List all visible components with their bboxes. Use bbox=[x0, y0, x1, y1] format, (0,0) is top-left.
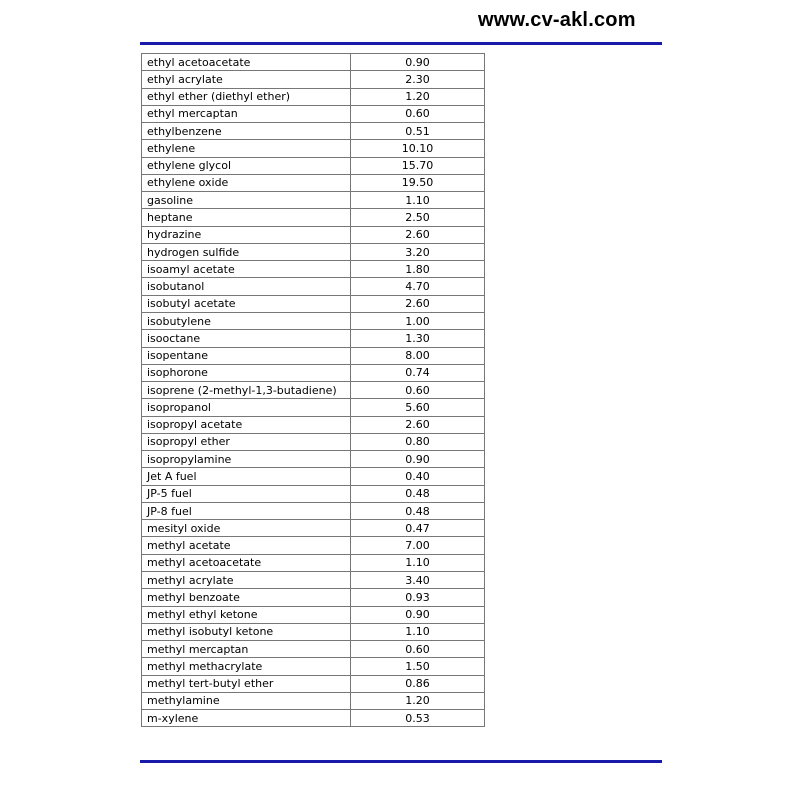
table-row bbox=[142, 140, 485, 157]
compound-value: 0.90 bbox=[351, 606, 485, 623]
compound-value: 1.10 bbox=[351, 192, 485, 209]
table-row bbox=[142, 571, 485, 588]
compound-value: 8.00 bbox=[351, 347, 485, 364]
table-row bbox=[142, 226, 485, 243]
compound-value: 2.60 bbox=[351, 416, 485, 433]
compound-value: 0.53 bbox=[351, 710, 485, 727]
compound-name: m-xylene bbox=[142, 710, 351, 727]
compound-table bbox=[141, 53, 485, 727]
table-row bbox=[142, 399, 485, 416]
table-row bbox=[142, 71, 485, 88]
table-row bbox=[142, 243, 485, 260]
table-row bbox=[142, 295, 485, 312]
table-row bbox=[142, 554, 485, 571]
compound-name: methyl tert-butyl ether bbox=[142, 675, 351, 692]
compound-value: 0.40 bbox=[351, 468, 485, 485]
table-row bbox=[142, 641, 485, 658]
table-row bbox=[142, 537, 485, 554]
compound-value: 2.60 bbox=[351, 226, 485, 243]
compound-name: isopropylamine bbox=[142, 451, 351, 468]
compound-name: methyl acetoacetate bbox=[142, 554, 351, 571]
compound-name: isopentane bbox=[142, 347, 351, 364]
compound-name: methyl mercaptan bbox=[142, 641, 351, 658]
table-row bbox=[142, 174, 485, 191]
compound-value: 3.20 bbox=[351, 243, 485, 260]
compound-name: isophorone bbox=[142, 364, 351, 381]
compound-name: isobutylene bbox=[142, 312, 351, 329]
compound-name: mesityl oxide bbox=[142, 520, 351, 537]
compound-value: 0.90 bbox=[351, 54, 485, 71]
header-rule bbox=[140, 42, 662, 45]
compound-name: isobutanol bbox=[142, 278, 351, 295]
table-row bbox=[142, 468, 485, 485]
compound-name: heptane bbox=[142, 209, 351, 226]
table-row bbox=[142, 692, 485, 709]
table-row bbox=[142, 520, 485, 537]
compound-value: 7.00 bbox=[351, 537, 485, 554]
table-row bbox=[142, 157, 485, 174]
table-row bbox=[142, 88, 485, 105]
compound-value: 0.60 bbox=[351, 382, 485, 399]
table-row bbox=[142, 192, 485, 209]
compound-name: methyl benzoate bbox=[142, 589, 351, 606]
compound-name: isooctane bbox=[142, 330, 351, 347]
compound-name: ethyl acetoacetate bbox=[142, 54, 351, 71]
compound-name: ethylene bbox=[142, 140, 351, 157]
table-row bbox=[142, 278, 485, 295]
compound-name: methyl ethyl ketone bbox=[142, 606, 351, 623]
compound-value: 0.60 bbox=[351, 641, 485, 658]
compound-name: hydrogen sulfide bbox=[142, 243, 351, 260]
compound-value: 4.70 bbox=[351, 278, 485, 295]
table-row bbox=[142, 502, 485, 519]
compound-value: 0.93 bbox=[351, 589, 485, 606]
compound-value: 2.50 bbox=[351, 209, 485, 226]
table-row bbox=[142, 364, 485, 381]
table-row bbox=[142, 347, 485, 364]
table-row bbox=[142, 485, 485, 502]
table-row bbox=[142, 416, 485, 433]
compound-value: 1.20 bbox=[351, 692, 485, 709]
compound-value: 0.74 bbox=[351, 364, 485, 381]
compound-value: 0.60 bbox=[351, 105, 485, 122]
compound-value: 1.80 bbox=[351, 261, 485, 278]
compound-name: ethyl mercaptan bbox=[142, 105, 351, 122]
compound-value: 2.60 bbox=[351, 295, 485, 312]
compound-value: 3.40 bbox=[351, 571, 485, 588]
compound-name: methyl acetate bbox=[142, 537, 351, 554]
compound-name: ethyl acrylate bbox=[142, 71, 351, 88]
compound-name: Jet A fuel bbox=[142, 468, 351, 485]
compound-value: 1.10 bbox=[351, 554, 485, 571]
compound-name: ethylbenzene bbox=[142, 123, 351, 140]
compound-value: 1.30 bbox=[351, 330, 485, 347]
compound-value: 1.00 bbox=[351, 312, 485, 329]
table-body bbox=[142, 54, 485, 727]
table-row bbox=[142, 382, 485, 399]
compound-value: 2.30 bbox=[351, 71, 485, 88]
table-row bbox=[142, 312, 485, 329]
compound-name: isopropyl acetate bbox=[142, 416, 351, 433]
compound-name: isobutyl acetate bbox=[142, 295, 351, 312]
compound-value: 0.48 bbox=[351, 502, 485, 519]
compound-name: JP-8 fuel bbox=[142, 502, 351, 519]
table-row bbox=[142, 261, 485, 278]
table-row bbox=[142, 710, 485, 727]
table-row bbox=[142, 123, 485, 140]
compound-name: JP-5 fuel bbox=[142, 485, 351, 502]
table-row bbox=[142, 623, 485, 640]
table-row bbox=[142, 54, 485, 71]
compound-name: isopropanol bbox=[142, 399, 351, 416]
compound-value: 1.50 bbox=[351, 658, 485, 675]
compound-name: isopropyl ether bbox=[142, 433, 351, 450]
compound-value: 0.90 bbox=[351, 451, 485, 468]
compound-name: ethyl ether (diethyl ether) bbox=[142, 88, 351, 105]
compound-name: isoprene (2-methyl-1,3-butadiene) bbox=[142, 382, 351, 399]
table-row bbox=[142, 675, 485, 692]
compound-name: gasoline bbox=[142, 192, 351, 209]
table-row bbox=[142, 589, 485, 606]
table-row bbox=[142, 658, 485, 675]
compound-value: 1.20 bbox=[351, 88, 485, 105]
compound-name: ethylene glycol bbox=[142, 157, 351, 174]
compound-name: methyl methacrylate bbox=[142, 658, 351, 675]
compound-value: 10.10 bbox=[351, 140, 485, 157]
table-row bbox=[142, 433, 485, 450]
table-row bbox=[142, 105, 485, 122]
table-row bbox=[142, 451, 485, 468]
compound-value: 0.51 bbox=[351, 123, 485, 140]
compound-name: ethylene oxide bbox=[142, 174, 351, 191]
compound-name: methyl isobutyl ketone bbox=[142, 623, 351, 640]
site-url: www.cv-akl.com bbox=[478, 9, 636, 31]
compound-name: hydrazine bbox=[142, 226, 351, 243]
compound-name: isoamyl acetate bbox=[142, 261, 351, 278]
compound-name: methylamine bbox=[142, 692, 351, 709]
footer-rule bbox=[140, 760, 662, 763]
compound-value: 15.70 bbox=[351, 157, 485, 174]
compound-value: 0.80 bbox=[351, 433, 485, 450]
table-row bbox=[142, 209, 485, 226]
compound-value: 5.60 bbox=[351, 399, 485, 416]
compound-value: 0.47 bbox=[351, 520, 485, 537]
compound-value: 0.48 bbox=[351, 485, 485, 502]
compound-value: 19.50 bbox=[351, 174, 485, 191]
table-row bbox=[142, 606, 485, 623]
table-row bbox=[142, 330, 485, 347]
compound-name: methyl acrylate bbox=[142, 571, 351, 588]
compound-value: 1.10 bbox=[351, 623, 485, 640]
compound-value: 0.86 bbox=[351, 675, 485, 692]
